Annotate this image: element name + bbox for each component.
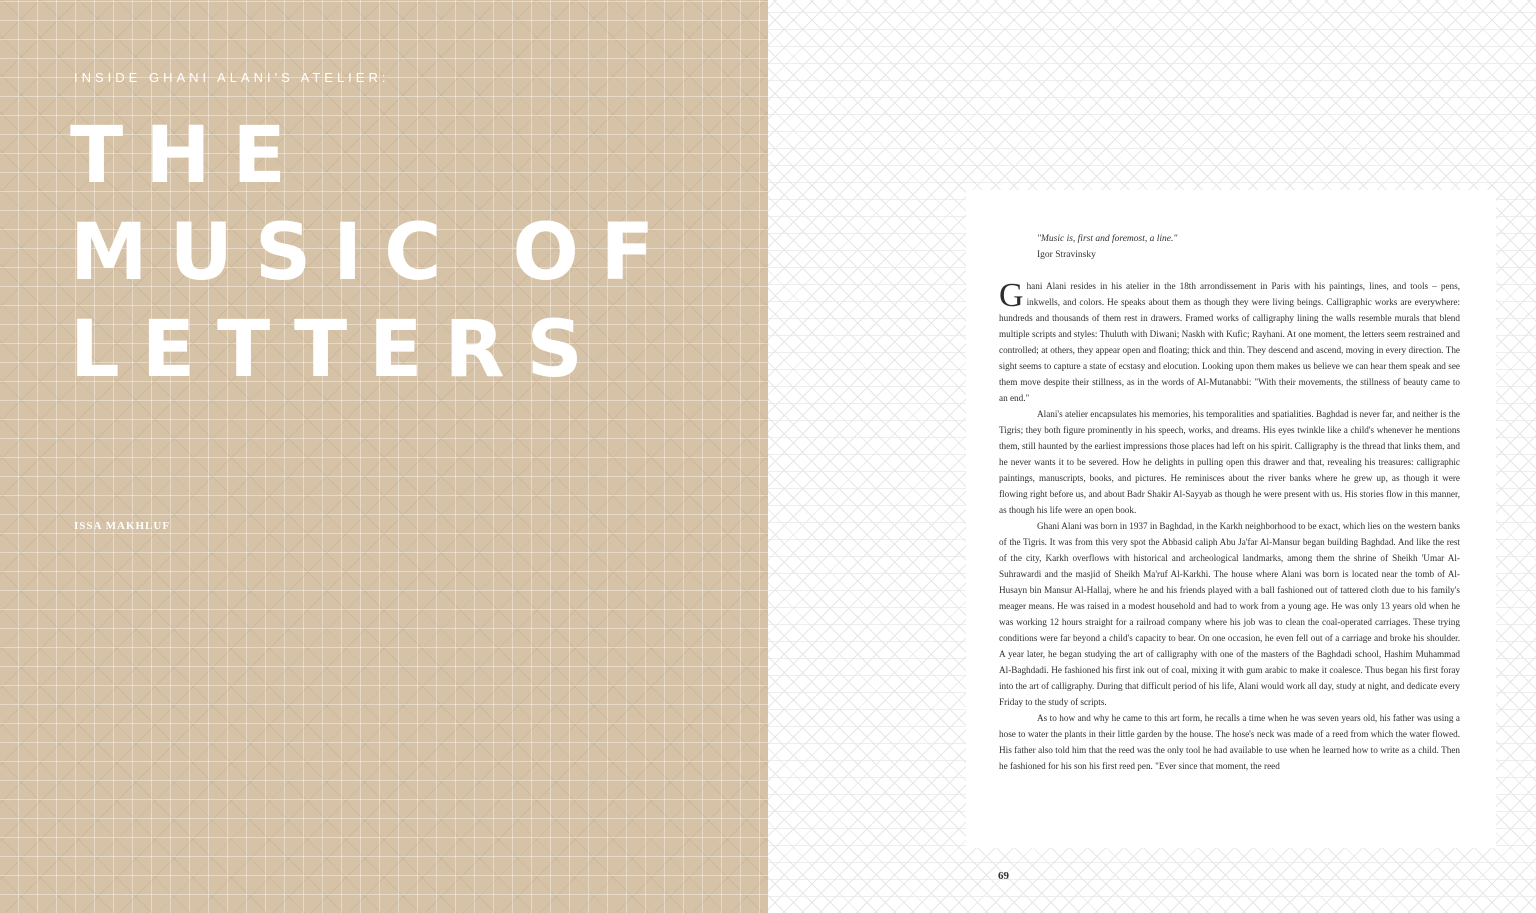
epigraph-attribution: Igor Stravinsky bbox=[1037, 250, 1096, 260]
body-paragraph-4: As to how and why he came to this art form, he recalls a time when he was seven years old, his father was using a hose to water the plants in their little garden by the house. The hose's neck was made of a reed from which the water flowed. His father also told him that the reed was the only tool he had available to use when he learned how to write as a child. Then he fashioned for his son his first reed pen. "Ever since that moment, the reed bbox=[999, 713, 1460, 771]
epigraph-quote: "Music is, first and foremost, a line." bbox=[1037, 234, 1178, 244]
body-paragraph-1 bbox=[999, 278, 1460, 406]
drop-cap: G bbox=[999, 278, 1024, 314]
epigraph bbox=[1037, 231, 1177, 263]
title-line-1: THE bbox=[70, 111, 308, 201]
article-body bbox=[999, 278, 1460, 810]
article-title bbox=[70, 108, 676, 399]
page-number: 69 bbox=[998, 870, 1009, 882]
title-line-3: LETTERS bbox=[70, 305, 605, 395]
body-paragraph-2: Alani's atelier encapsulates his memories, his temporalities and spatialities. Baghdad is never far, and neither is the Tigris; they both figure prominently in his speech, works, and dreams. His eyes twinkle like a child's whenever he mentions them, still haunted by the earliest impressions those places had left on his spirit. Calligraphy is the thread that links them, and he never wants it to be severed. How he delights in pulling open this drawer and that, revealing his treasures: calligraphic paintings, manuscripts, books, and pictures. He reminisces about the river banks where he grew up, as though it were flowing right before us, and about Badr Shakir Al-Sayyab as though he were present with us. His stories flow in this manner, as though his life were an open book. bbox=[999, 409, 1460, 515]
body-paragraph-1-text: hani Alani resides in his atelier in the 18th arrondissement in Paris with his paintings, lines, and tools – pens, inkwells, and colors. He speaks about them as though they were living beings. Calligraphic works are everywhere: hundreds and thousands of them rest in drawers. Framed works of calligraphy lining the walls resemble murals that blend multiple scripts and styles: Thuluth with Diwani; Naskh with Kufic; Rayhani. At one moment, the letters seem restrained and controlled; at others, they appear open and floating; thick and thin. They descend and ascend, moving in every direction. The sight seems to capture a state of ecstasy and elocution. Looking upon them makes us believe we can hear them speak and see them move despite their stillness, as in the words of Al-Mutanabbi: "With their movements, the stillness of beauty came to an end." bbox=[999, 281, 1460, 403]
title-line-2: MUSIC OF bbox=[70, 208, 677, 298]
article-kicker: INSIDE GHANI ALANI'S ATELIER: bbox=[74, 70, 390, 85]
author-byline: ISSA MAKHLUF bbox=[74, 520, 171, 532]
body-paragraph-3: Ghani Alani was born in 1937 in Baghdad, in the Karkh neighborhood to be exact, which lies on the western banks of the Tigris. It was from this very spot the Abbasid caliph Abu Ja'far Al-Mansur began building Baghdad. And like the rest of the city, Karkh overflows with historical and archeological landmarks, among them the shrine of Sheikh 'Umar Al-Suhrawardi and the masjid of Sheikh Ma'ruf Al-Karkhi. The house where Alani was born is located near the tomb of Al-Husayn bin Mansur Al-Hallaj, where he and his friends played with a ball fashioned out of tattered cloth due to his family's meager means. He was raised in a modest household and had to work from a young age. He was only 13 years old when he was working 12 hours straight for a railroad company where his job was to clean the coal-operated carriages. These trying conditions were far beyond a child's capacity to bear. On one occasion, he even fell out of a carriage and broke his shoulder. A year later, he began studying the art of calligraphy with one of the masters of the Baghdadi school, Hashim Muhammad Al-Baghdadi. He fashioned his first ink out of coal, mixing it with gum arabic to make it coalesce. Thus began his first foray into the art of calligraphy. During that difficult period of his life, Alani would work all day, study at night, and dedicate every Friday to the study of scripts. bbox=[999, 521, 1460, 707]
